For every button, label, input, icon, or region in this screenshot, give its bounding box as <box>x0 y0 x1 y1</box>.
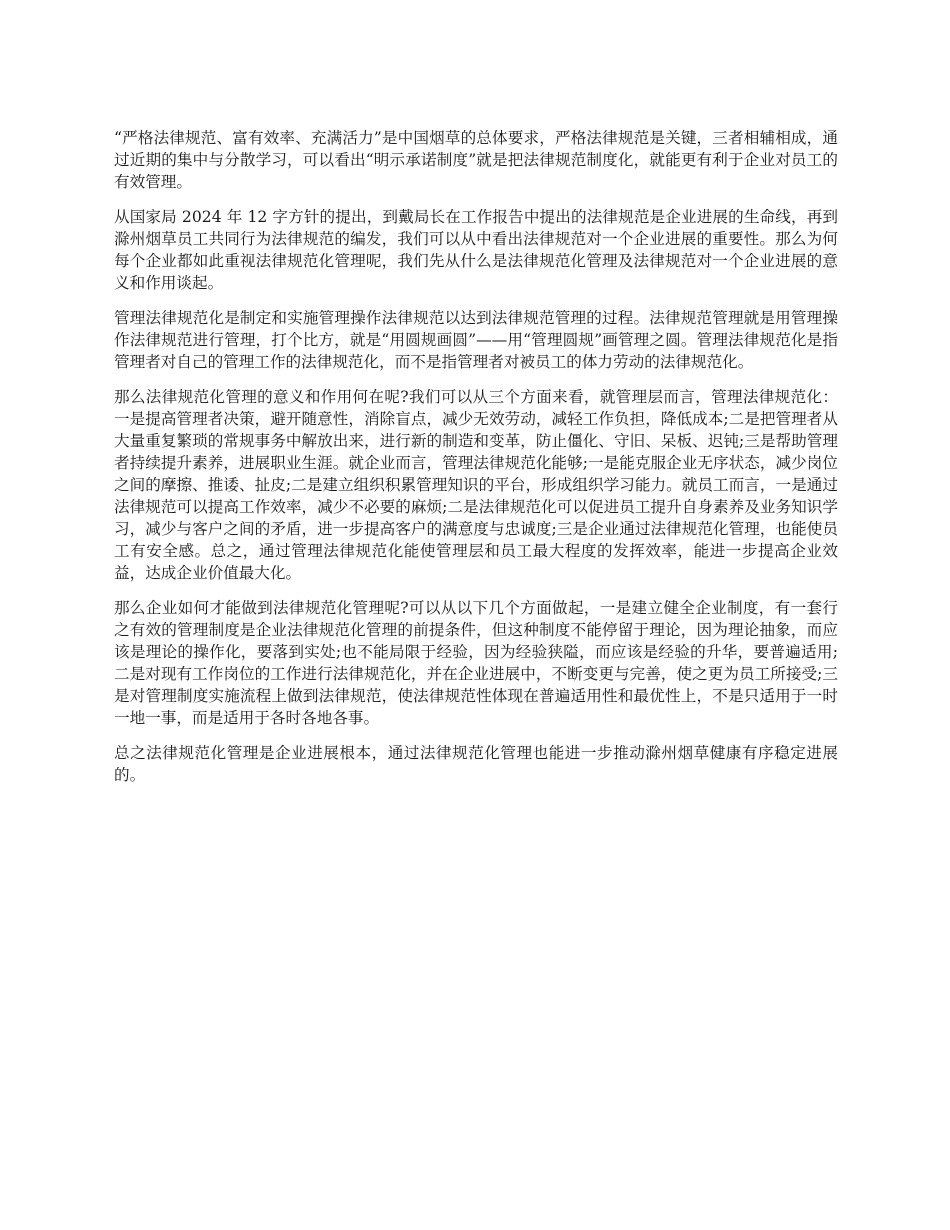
paragraph-3: 管理法律规范化是制定和实施管理操作法律规范以达到法律规范管理的过程。法律规范管理就是用管理操作法律规范进行管理，打个比方，就是“用圆规画圆”——用“管理圆规”画管理之圆。管理法律规范化是指管理者对自己的管理工作的法律规范化，而不是指管理者对被员工的体力劳动的法律规范化。 <box>114 309 838 371</box>
paragraph-2: 从国家局 2024 年 12 字方针的提出，到戴局长在工作报告中提出的法律规范是企业进展的生命线，再到滁州烟草员工共同行为法律规范的编发，我们可以从中看出法律规范对一个企业进展的重要性。那么为何每个企业都如此重视法律规范化管理呢，我们先从什么是法律规范化管理及法律规范对一个企业进展的意义和作用谈起。 <box>114 208 838 292</box>
paragraph-5: 那么企业如何才能做到法律规范化管理呢?可以从以下几个方面做起，一是建立健全企业制度，有一套行之有效的管理制度是企业法律规范化管理的前提条件，但这种制度不能停留于理论，因为理论抽象，而应该是理论的操作化，要落到实处;也不能局限于经验，因为经验狭隘，而应该是经验的升华，要普遍适用;二是对现有工作岗位的工作进行法律规范化，并在企业进展中，不断变更与完善，使之更为员工所接受;三是对管理制度实施流程上做到法律规范，使法律规范性体现在普遍适用性和最优性上，不是只适用于一时一地一事，而是适用于各时各地各事。 <box>114 599 838 727</box>
paragraph-1: “严格法律规范、富有效率、充满活力”是中国烟草的总体要求，严格法律规范是关键，三者相辅相成，通过近期的集中与分散学习，可以看出“明示承诺制度”就是把法律规范制度化，就能更有利于企业对员工的有效管理。 <box>114 129 838 191</box>
document-body <box>114 127 838 799</box>
paragraph-4: 那么法律规范化管理的意义和作用何在呢?我们可以从三个方面来看，就管理层而言，管理法律规范化：一是提高管理者决策，避开随意性，消除盲点，减少无效劳动，减轻工作负担，降低成本;二是把管理者从大量重复繁琐的常规事务中解放出来，进行新的制造和变革，防止僵化、守旧、呆板、迟钝;三是帮助管理者持续提升素养，进展职业生涯。就企业而言，管理法律规范化能够;一是能克服企业无序状态，减少岗位之间的摩擦、推诿、扯皮;二是建立组织积累管理知识的平台，形成组织学习能力。就员工而言，一是通过法律规范可以提高工作效率，减少不必要的麻烦;二是法律规范化可以促进员工提升自身素养及业务知识学习，减少与客户之间的矛盾，进一步提高客户的满意度与忠诚度;三是企业通过法律规范化管理，也能使员工有安全感。总之，通过管理法律规范化能使管理层和员工最大程度的发挥效率，能进一步提高企业效益，达成企业价值最大化。 <box>114 388 838 582</box>
paragraph-6: 总之法律规范化管理是企业进展根本，通过法律规范化管理也能进一步推动滁州烟草健康有序稳定进展的。 <box>114 744 838 784</box>
